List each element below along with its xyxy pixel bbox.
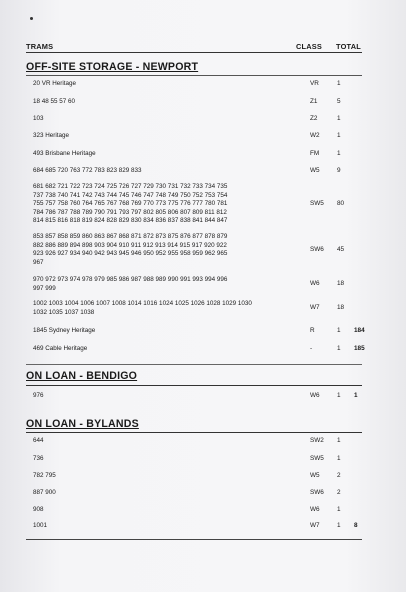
tram-numbers: 1032 1035 1037 1038 bbox=[33, 308, 95, 316]
tram-count: 2 bbox=[337, 472, 341, 479]
tram-class: FM bbox=[310, 150, 320, 157]
section-title: ON LOAN - BYLANDS bbox=[26, 418, 139, 430]
tram-class: SW6 bbox=[310, 246, 324, 253]
tram-count: 1 bbox=[337, 327, 341, 334]
tram-class: Z1 bbox=[310, 98, 318, 105]
tram-count: 5 bbox=[337, 98, 341, 105]
tram-numbers: 681 682 721 722 723 724 725 726 727 729 730 731 732 733 734 735 bbox=[33, 183, 228, 190]
tram-count: 80 bbox=[337, 200, 345, 207]
tram-class: SW5 bbox=[310, 455, 324, 462]
tram-numbers: 644 bbox=[33, 437, 44, 444]
tram-class: - bbox=[310, 345, 313, 352]
tram-numbers: 814 815 816 818 819 824 828 829 830 834 836 837 838 841 844 847 bbox=[33, 217, 228, 225]
header-total: TOTAL bbox=[336, 42, 361, 51]
tram-numbers: 1845 Sydney Heritage bbox=[33, 327, 96, 334]
tram-numbers: 737 738 740 741 742 743 744 745 746 747 748 749 750 752 753 754 bbox=[33, 191, 228, 199]
running-total: 8 bbox=[354, 522, 358, 529]
tram-numbers: 970 972 973 974 978 979 985 986 987 988 989 990 991 993 994 996 bbox=[33, 276, 228, 283]
tram-numbers: 103 bbox=[33, 115, 44, 122]
tram-numbers: 18 48 55 57 60 bbox=[33, 98, 76, 105]
tram-count: 1 bbox=[337, 392, 341, 399]
tram-class: W7 bbox=[310, 304, 320, 311]
running-total: 184 bbox=[354, 327, 365, 334]
tram-count: 1 bbox=[337, 345, 341, 352]
tram-numbers: 323 Heritage bbox=[33, 132, 70, 139]
tram-count: 1 bbox=[337, 80, 341, 87]
tram-count: 1 bbox=[337, 455, 341, 462]
header-rule bbox=[26, 52, 362, 53]
tram-numbers: 736 bbox=[33, 455, 44, 462]
section-rule bbox=[26, 385, 362, 386]
section-rule bbox=[26, 432, 362, 433]
tram-class: SW2 bbox=[310, 437, 324, 444]
speck-mark bbox=[30, 17, 33, 20]
tram-count: 2 bbox=[337, 489, 341, 496]
tram-numbers: 20 VR Heritage bbox=[33, 80, 77, 87]
tram-numbers: 469 Cable Heritage bbox=[33, 345, 88, 352]
header-class: CLASS bbox=[296, 42, 323, 51]
tram-count: 18 bbox=[337, 304, 345, 311]
tram-numbers: 1002 1003 1004 1006 1007 1008 1014 1016 1024 1025 1026 1028 1029 1030 bbox=[33, 300, 252, 307]
tram-numbers: 887 900 bbox=[33, 489, 56, 496]
tram-count: 1 bbox=[337, 115, 341, 122]
tram-class: VR bbox=[310, 80, 319, 87]
section-title: ON LOAN - BENDIGO bbox=[26, 370, 138, 382]
tram-numbers: 882 886 889 894 898 903 904 910 911 912 913 914 915 917 920 922 bbox=[33, 241, 227, 249]
running-total: 185 bbox=[354, 345, 365, 352]
tram-count: 9 bbox=[337, 167, 341, 174]
tram-numbers: 782 795 bbox=[33, 472, 56, 479]
tram-class: W7 bbox=[310, 522, 320, 529]
tram-numbers: 493 Brisbane Heritage bbox=[33, 150, 96, 157]
tram-class: Z2 bbox=[310, 115, 318, 122]
tram-count: 45 bbox=[337, 246, 345, 253]
tram-class: W5 bbox=[310, 472, 320, 479]
tram-numbers: 853 857 858 859 860 863 867 868 871 872 873 875 876 877 878 879 bbox=[33, 233, 228, 240]
tram-count: 18 bbox=[337, 280, 345, 287]
tram-class: W2 bbox=[310, 132, 320, 139]
tram-numbers: 997 999 bbox=[33, 284, 56, 292]
tram-numbers: 684 685 720 763 772 783 823 829 833 bbox=[33, 167, 142, 174]
tram-count: 1 bbox=[337, 522, 341, 529]
tram-count: 1 bbox=[337, 437, 341, 444]
tram-count: 1 bbox=[337, 150, 341, 157]
tram-numbers: 755 757 758 760 764 765 767 768 769 770 773 775 776 777 780 781 bbox=[33, 200, 228, 208]
separator-rule bbox=[26, 364, 362, 365]
tram-numbers: 967 bbox=[33, 258, 44, 266]
section-title: OFF-SITE STORAGE - NEWPORT bbox=[26, 61, 199, 73]
running-total: 1 bbox=[354, 392, 358, 399]
header-trams: TRAMS bbox=[26, 42, 54, 51]
tram-numbers: 908 bbox=[33, 506, 44, 513]
tram-class: W6 bbox=[310, 392, 320, 399]
tram-class: W6 bbox=[310, 506, 320, 513]
tram-numbers: 1001 bbox=[33, 522, 48, 529]
tram-numbers: 923 926 927 934 940 942 943 945 946 950 952 955 958 959 962 965 bbox=[33, 250, 228, 258]
tram-class: W6 bbox=[310, 280, 320, 287]
tram-class: SW5 bbox=[310, 200, 324, 207]
tram-numbers: 784 786 787 788 789 790 791 793 797 802 805 806 807 809 811 812 bbox=[33, 208, 227, 216]
tram-class: W5 bbox=[310, 167, 320, 174]
tram-count: 1 bbox=[337, 132, 341, 139]
bottom-rule bbox=[26, 539, 362, 540]
tram-class: R bbox=[310, 327, 315, 334]
tram-class: SW6 bbox=[310, 489, 324, 496]
section-rule bbox=[26, 75, 362, 76]
tram-numbers: 976 bbox=[33, 392, 44, 399]
tram-count: 1 bbox=[337, 506, 341, 513]
